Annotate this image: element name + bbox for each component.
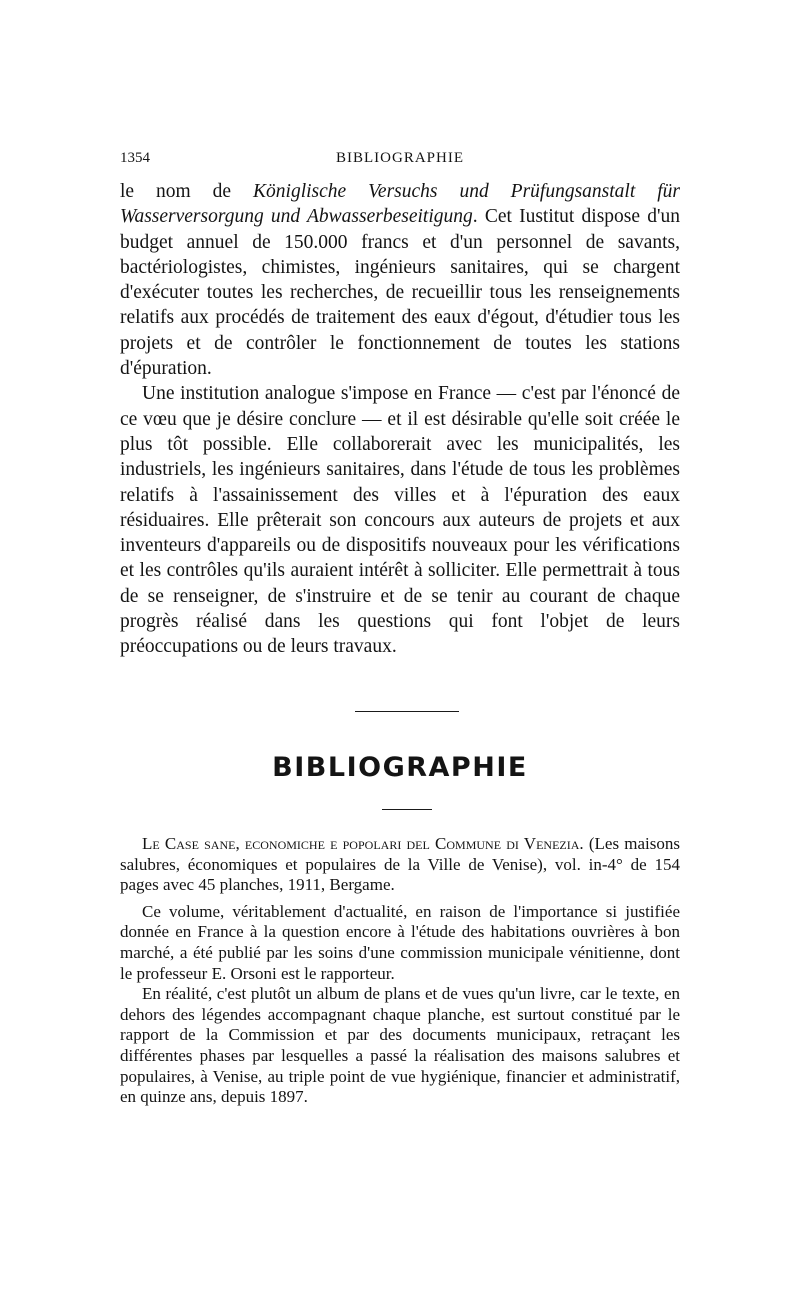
bibliography-review-paragraph: En réalité, c'est plutôt un album de plans et de vues qu'un livre, car le texte, en dehors des légendes accompagnant chaque planche, est surtout constitué par le rapport de la Commission et par des documents municipaux, retraçant les différentes phases par lesquelles a passé la réalisation des maisons salubres et populaires, à Venise, au triple point de vue hygiénique, financier et administratif, en quinze ans, depuis 1897. (120, 984, 680, 1107)
page-number: 1354 (120, 150, 150, 166)
bibliography-review-paragraph: Ce volume, véritablement d'actualité, en raison de l'importance si justifiée donnée en France à la question encore à l'étude des habitations ouvrières à bon marché, a été publié par les soins d'une commission municipale vénitienne, dont le professeur E. Orsoni est le rapporteur. (120, 901, 680, 983)
institute-name: Königlische Versuchs und Prüfungsanstalt für Wasserversorgung und Abwasserbeseitigung (120, 181, 680, 228)
paragraph-text: . Cet Iustitut dispose d'un budget annuel de 150.000 francs et d'un personnel de savants, bactériologistes, chimistes, ingénieurs sanitaires, qui se chargent d'exécuter toutes les recherches, de recueillir tous les renseignements relatifs aux procédés de traitement des eaux d'égout, d'étudier tous les projets et de contrôler le fonctionnement de toutes les stations d'épuration. (120, 206, 680, 380)
paragraph-institute (120, 179, 680, 381)
section-divider-top (355, 711, 459, 712)
bibliography-title: Le Case sane, economiche e popolari del Commune di Venezia. (142, 834, 584, 853)
bibliography-details: (Les maisons salubres, économiques et populaires de la Ville de Venise), vol. in-4° de 154 pages avec 45 planches, 1911, Bergame. (120, 834, 680, 895)
bibliography-citation (120, 834, 680, 896)
paragraph-institution-france: Une institution analogue s'impose en France — c'est par l'énoncé de ce vœu que je désire conclure — et il est désirable qu'elle soit créée le plus tôt possible. Elle collaborerait avec les municipalités, les industriels, les ingénieurs sanitaires, dans l'étude de tous les problèmes relatifs à l'assainissement des villes et à l'épuration des eaux résiduaires. Elle prêterait son concours aux auteurs de projets et aux inventeurs d'appareils ou de dispositifs nouveaux pour les vérifications et les contrôles qu'ils auraient intérêt à solliciter. Elle permettrait à tous de se renseigner, de s'instruire et de se tenir au courant de chaque progrès réalisé dans les questions qui font l'objet de leurs préoccupations ou de leurs travaux. (120, 383, 680, 658)
running-title: BIBLIOGRAPHIE (336, 150, 464, 166)
bibliography-entry (120, 834, 680, 1108)
running-header (120, 150, 680, 170)
section-divider-bottom (382, 809, 432, 810)
paragraph-text: le nom de (120, 181, 254, 202)
section-heading: BIBLIOGRAPHIE (272, 752, 528, 783)
main-text (120, 179, 680, 660)
